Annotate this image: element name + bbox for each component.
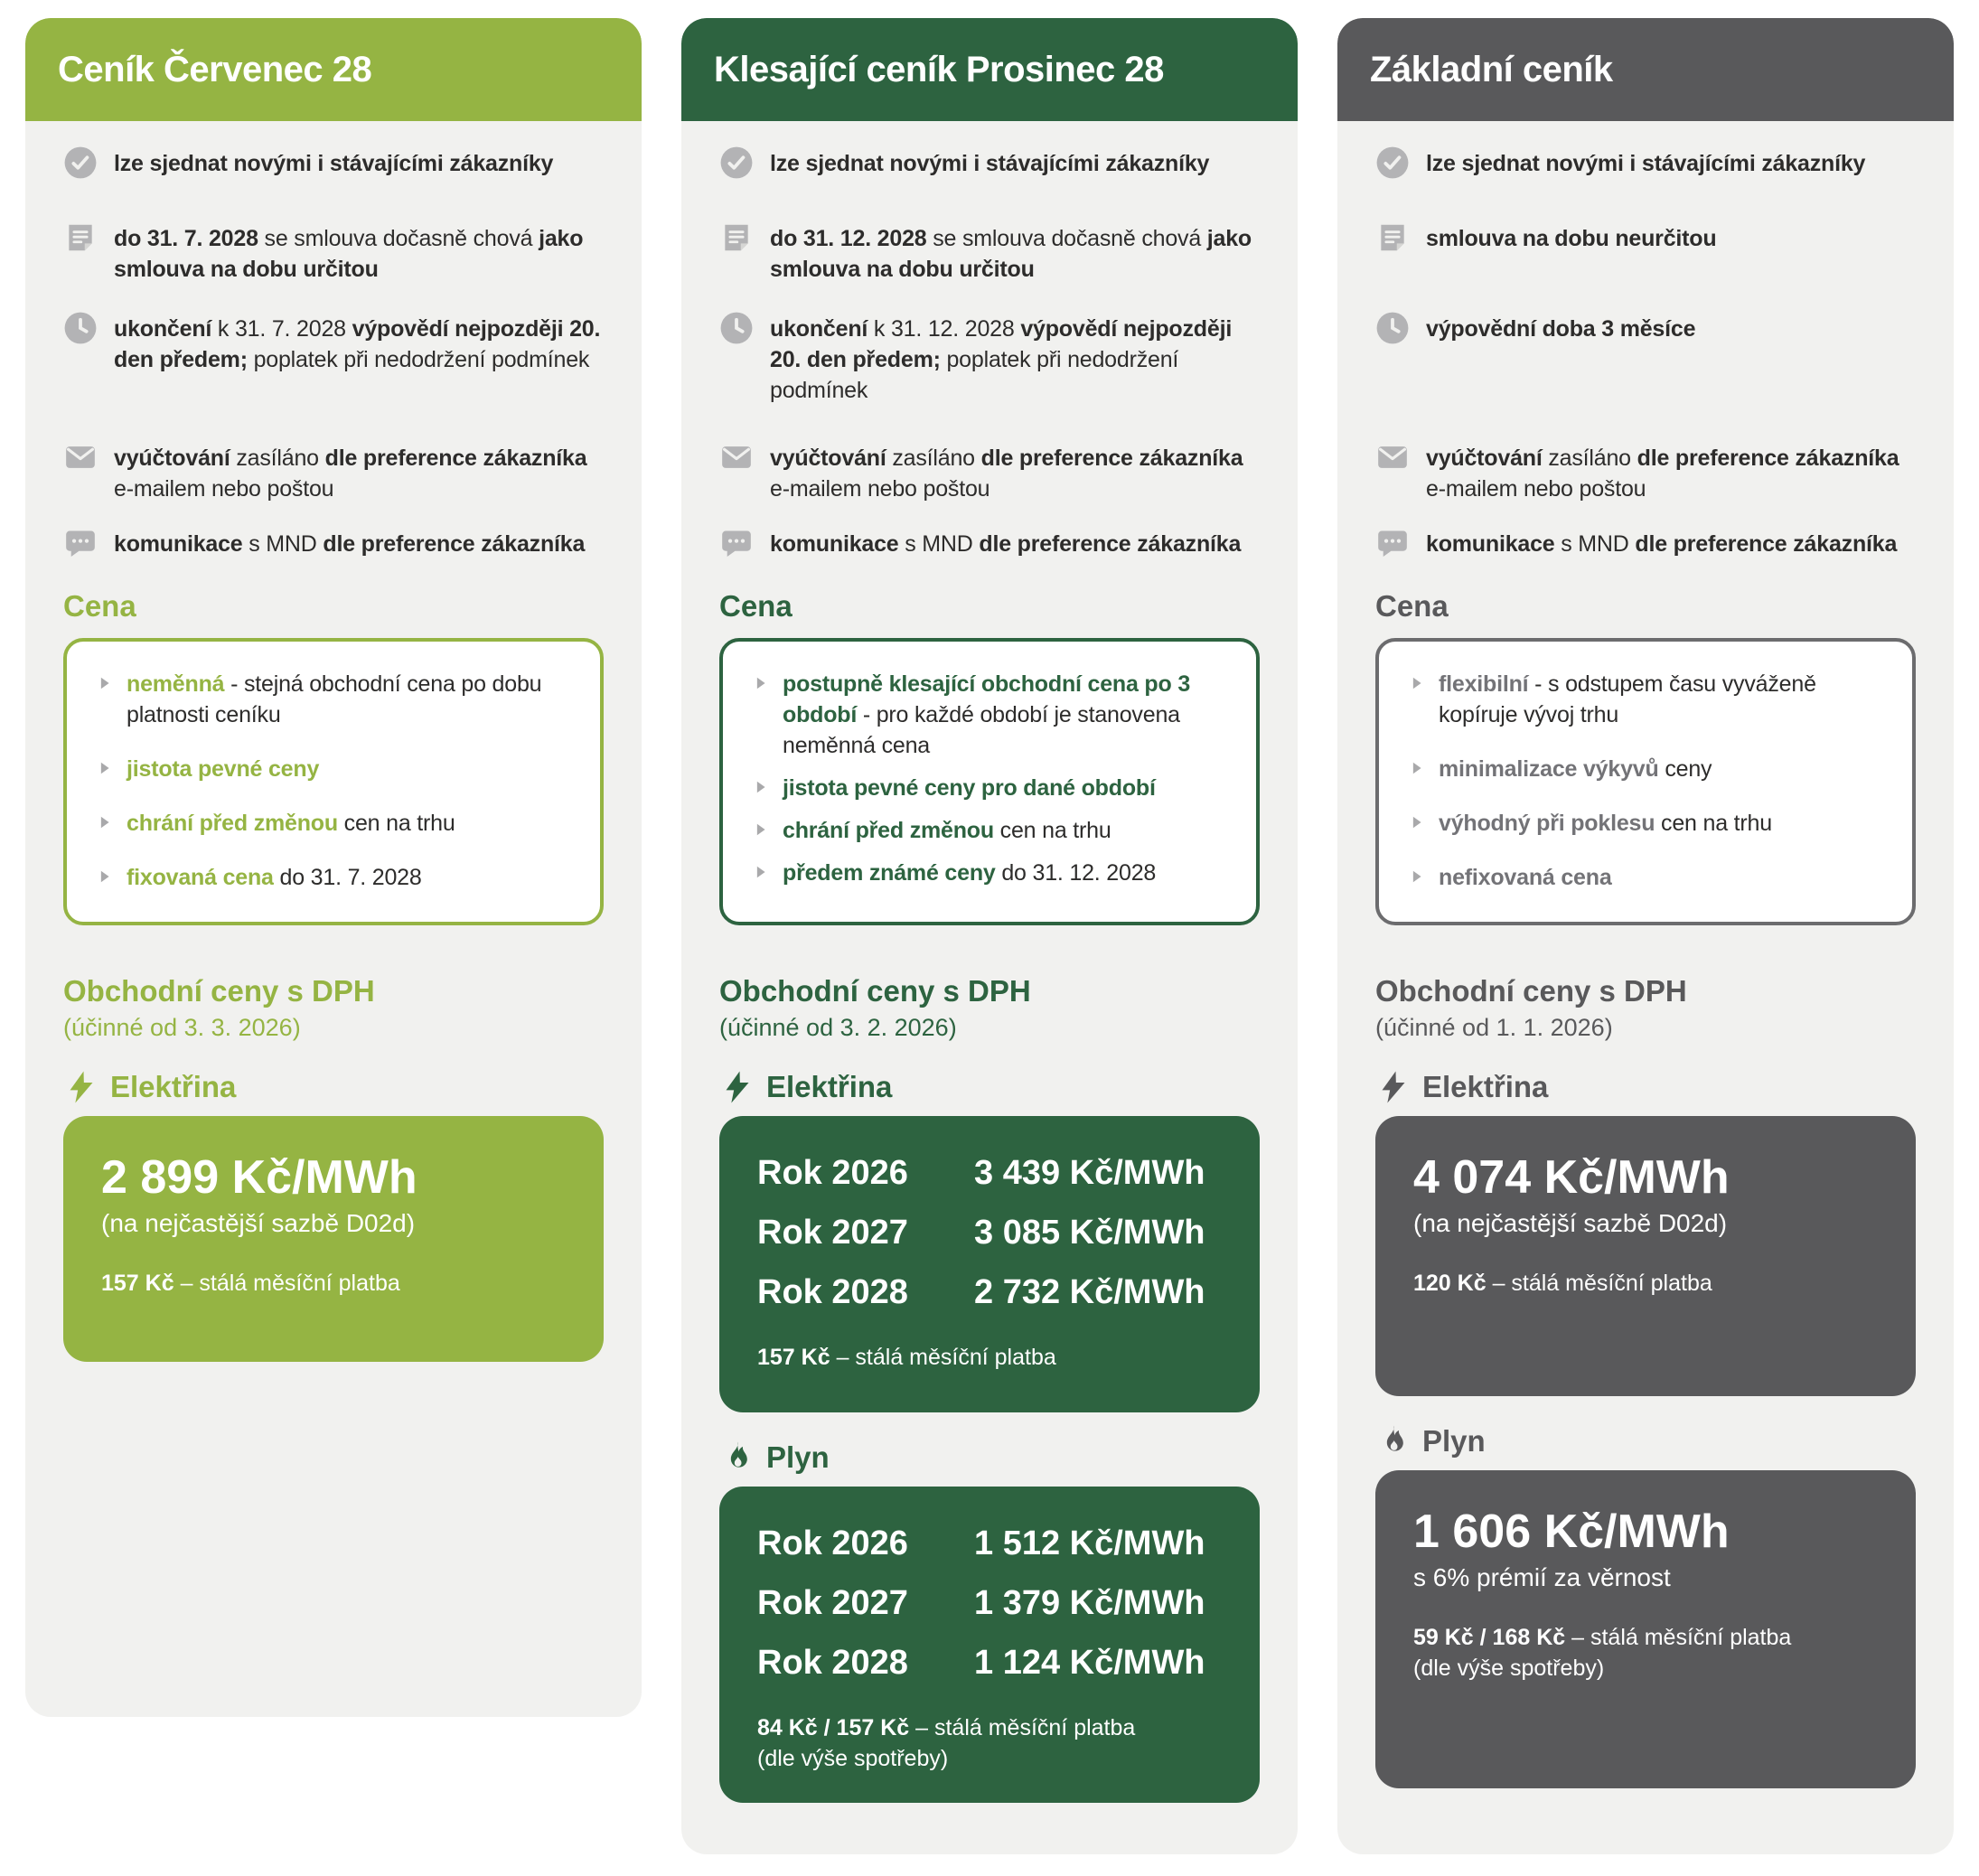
triangle-bullet-icon [96,813,114,831]
feature-item [719,223,1260,314]
feature-item [63,148,604,223]
text-segment: – stálá měsíční platba [909,1715,1136,1740]
price-box [1375,1470,1916,1788]
pricing-card [681,18,1298,1854]
feature-text [770,148,1209,179]
feature-text [114,443,604,504]
text-segment: nefixovaná cena [1439,865,1612,890]
cena-heading: Cena [1375,589,1449,623]
cena-item-list [752,669,1227,888]
text-segment: do 31. 12. 2028 [770,226,927,251]
feature-item [1375,148,1916,223]
feature-text [114,148,553,179]
document-icon [719,220,754,255]
feature-text [770,529,1241,559]
feature-item [1375,314,1916,443]
text-segment: výpovědí nejpozději 20. den předem; [770,316,1233,372]
feature-item [719,148,1260,223]
text-segment: do 31. 7. 2028 [114,226,258,251]
energy-section [719,1069,1260,1412]
cena-box [63,638,604,925]
feature-item [63,223,604,314]
cena-item-text [127,808,455,839]
text-segment: s MND [242,531,324,557]
triangle-bullet-icon [752,863,770,881]
text-segment: ceny [1658,756,1712,782]
triangle-bullet-icon [1408,674,1426,692]
feature-text [770,443,1260,504]
text-segment: minimalizace výkyvů [1439,756,1659,782]
cena-item [96,754,571,784]
envelope-icon [1375,440,1410,474]
text-segment: do 31. 7. 2028 [273,865,422,890]
price-note: (na nejčastější sazbě D02d) [101,1209,416,1237]
text-segment: 84 Kč / 157 Kč [757,1715,910,1740]
feature-item [719,529,1260,560]
text-segment: e-mailem nebo poštou [114,476,334,502]
monthly-fee [1413,1622,1878,1653]
clock-icon [1375,311,1410,345]
feature-text [1426,148,1865,179]
card-header [1337,18,1954,121]
cena-heading: Cena [719,589,793,623]
pricing-section [63,974,604,1362]
energy-section [1375,1423,1916,1788]
pricing-card [1337,18,1954,1854]
card-body [1337,121,1954,1788]
price-value: 4 074 Kč/MWh [1413,1151,1730,1204]
flame-icon [1375,1423,1412,1459]
energy-name: Elektřina [110,1070,237,1103]
text-segment: jistota pevné ceny pro dané období [783,775,1156,801]
cena-item-text [1439,754,1712,784]
lightning-icon [1375,1069,1412,1105]
text-segment: 59 Kč / 168 Kč [1413,1625,1566,1650]
feature-text [1426,443,1916,504]
card-header [25,18,642,121]
text-segment: dle preference zákazníka [1635,531,1898,557]
pricing-effective-date: (účinné od 3. 2. 2026) [719,1014,957,1041]
lightning-icon [63,1069,99,1105]
text-segment: zasíláno [886,446,981,471]
check-circle-icon [719,145,754,180]
text-segment: k 31. 12. 2028 [868,316,1021,342]
year-label: Rok 2028 [757,1644,908,1682]
cena-item [96,669,571,730]
text-segment: chrání před změnou [783,818,994,843]
yearly-price-row [757,1640,1222,1685]
cena-item-text [783,669,1227,761]
text-segment: 157 Kč [757,1345,830,1370]
text-segment: komunikace [1426,531,1555,557]
text-segment: výpovědní doba 3 měsíce [1426,316,1696,342]
text-segment: neměnná [127,671,225,697]
pricing-heading: Obchodní ceny s DPH [1375,974,1687,1008]
text-segment: komunikace [770,531,899,557]
triangle-bullet-icon [96,674,114,692]
pricing-card [25,18,642,1717]
card-title: Základní ceník [1370,49,1613,89]
yearly-price-row [757,1150,1222,1196]
text-segment: vyúčtování [1426,446,1543,471]
text-segment: zasíláno [230,446,325,471]
envelope-icon [719,440,754,474]
cena-item [1408,862,1883,893]
feature-item [1375,443,1916,529]
pricing-section [1375,974,1916,1788]
cena-item [1408,808,1883,839]
cena-item [752,858,1227,888]
yearly-price-row [757,1521,1222,1566]
yearly-price-table [757,1521,1222,1685]
text-segment: - pro každé období je stanovena neměnná cena [783,702,1180,758]
feature-list [719,148,1260,560]
price-value: 1 512 Kč/MWh [974,1524,1205,1562]
energy-label [719,1069,1260,1105]
text-segment: ukončení [114,316,212,342]
text-segment: 120 Kč [1413,1271,1487,1296]
text-segment: dle preference zákazníka [979,531,1242,557]
text-segment: dle preference zákazníka [324,446,587,471]
yearly-price-row [757,1581,1222,1626]
cena-item [1408,669,1883,730]
price-box [1375,1116,1916,1396]
cena-item [752,815,1227,846]
text-segment: cen na trhu [337,811,455,836]
feature-list [63,148,604,560]
text-segment: dle preference zákazníka [980,446,1243,471]
chat-icon [719,526,754,560]
text-segment: flexibilní [1439,671,1529,697]
text-segment: - stejná obchodní cena po dobu platnosti ceníku [127,671,542,727]
text-segment: - s odstupem času vyváženě kopíruje vývoj trhu [1439,671,1816,727]
energy-sections [1375,1069,1916,1788]
yearly-price-row [757,1270,1222,1315]
price-value: 1 606 Kč/MWh [1413,1505,1730,1558]
text-segment: komunikace [114,531,243,557]
envelope-icon [63,440,98,474]
cena-item-text [783,858,1156,888]
monthly-fee [101,1268,566,1299]
feature-item [1375,529,1916,560]
price-note: (na nejčastější sazbě D02d) [1413,1209,1728,1237]
feature-item [63,314,604,443]
cena-box [1375,638,1916,925]
text-segment: postupně klesající obchodní cena po 3 období [783,671,1191,727]
year-label: Rok 2027 [757,1214,908,1252]
cena-item-list [96,669,571,893]
card-header [681,18,1298,121]
year-label: Rok 2026 [757,1154,908,1192]
cena-item-text [1439,808,1772,839]
lightning-icon [719,1069,755,1105]
triangle-bullet-icon [752,778,770,796]
text-segment: vyúčtování [770,446,886,471]
text-segment: – stálá měsíční platba [1486,1271,1712,1296]
cena-item-text [127,669,571,730]
text-segment: ukončení [770,316,868,342]
cena-box [719,638,1260,925]
pricing-heading: Obchodní ceny s DPH [719,974,1031,1008]
text-segment: výhodný při poklesu [1439,811,1655,836]
clock-icon [63,311,98,345]
price-value: 3 085 Kč/MWh [974,1214,1205,1252]
text-segment: se smlouva dočasně chová [258,226,539,251]
text-segment: – stálá měsíční platba [174,1271,400,1296]
cena-item-list [1408,669,1883,893]
cena-heading: Cena [63,589,136,623]
monthly-fee [757,1712,1222,1743]
energy-name: Plyn [1422,1424,1486,1458]
text-segment: výpovědí nejpozději 20. den předem; [114,316,601,372]
triangle-bullet-icon [752,674,770,692]
text-segment: předem známé ceny [783,860,996,886]
feature-list [1375,148,1916,560]
price-box [719,1116,1260,1412]
feature-text [114,529,585,559]
monthly-fee-note: (dle výše spotřeby) [757,1746,949,1771]
feature-item [719,443,1260,529]
text-segment: dle preference zákazníka [323,531,586,557]
card-body [25,121,642,1362]
feature-text [770,314,1260,406]
pricing-section [719,974,1260,1803]
cena-item-text [783,815,1111,846]
text-segment: lze sjednat novými i stávajícími zákazníky [770,151,1210,176]
year-label: Rok 2026 [757,1524,908,1562]
text-segment: – stálá měsíční platba [830,1345,1056,1370]
energy-label [719,1440,1260,1476]
triangle-bullet-icon [752,821,770,839]
price-value: 2 899 Kč/MWh [101,1151,417,1204]
text-segment: dle preference zákazníka [1637,446,1899,471]
feature-text [770,223,1260,285]
price-note: s 6% prémií za věrnost [1413,1563,1671,1591]
card-title: Klesající ceník Prosinec 28 [714,49,1164,89]
chat-icon [1375,526,1410,560]
text-segment: jako smlouva na dobu určitou [114,226,584,282]
energy-label [63,1069,604,1105]
triangle-bullet-icon [1408,813,1426,831]
cena-item-text [127,862,422,893]
energy-label [1375,1423,1916,1459]
yearly-price-row [757,1210,1222,1255]
text-segment: zasíláno [1542,446,1637,471]
text-segment: lze sjednat novými i stávajícími zákazníky [1426,151,1866,176]
text-segment: lze sjednat novými i stávajícími zákazníky [114,151,554,176]
feature-text [1426,314,1695,344]
flame-icon [719,1440,755,1476]
price-value: 1 379 Kč/MWh [974,1584,1205,1622]
cena-item [96,862,571,893]
cena-item [96,808,571,839]
monthly-fee-note: (dle výše spotřeby) [1413,1656,1605,1681]
energy-section [1375,1069,1916,1396]
text-segment: e-mailem nebo poštou [770,476,990,502]
feature-text [114,314,604,375]
pricing-effective-date: (účinné od 1. 1. 2026) [1375,1014,1613,1041]
check-circle-icon [1375,145,1410,180]
text-segment: poplatek při nedodržení podmínek [770,347,1179,403]
price-box [719,1487,1260,1803]
energy-name: Elektřina [766,1070,893,1103]
energy-name: Plyn [766,1440,830,1474]
feature-text [1426,223,1716,254]
text-segment: cen na trhu [1655,811,1772,836]
text-segment: s MND [898,531,980,557]
energy-sections [719,1069,1260,1803]
pricing-effective-date: (účinné od 3. 3. 2026) [63,1014,301,1041]
document-icon [63,220,98,255]
monthly-fee [1413,1268,1878,1299]
text-segment: chrání před změnou [127,811,338,836]
triangle-bullet-icon [96,868,114,886]
monthly-fee [757,1342,1222,1373]
text-segment: e-mailem nebo poštou [1426,476,1646,502]
text-segment: s MND [1554,531,1636,557]
feature-text [1426,529,1897,559]
chat-icon [63,526,98,560]
cena-item-text [1439,669,1883,730]
text-segment: jako smlouva na dobu určitou [770,226,1252,282]
energy-name: Elektřina [1422,1070,1549,1103]
year-label: Rok 2027 [757,1584,908,1622]
text-segment: poplatek při nedodržení podmínek [247,347,590,372]
text-segment: cen na trhu [993,818,1111,843]
year-label: Rok 2028 [757,1273,908,1311]
price-box [63,1116,604,1362]
price-value: 2 732 Kč/MWh [974,1273,1205,1311]
cena-item-text [783,773,1156,803]
text-segment: smlouva na dobu neurčitou [1426,226,1717,251]
text-segment: jistota pevné ceny [127,756,320,782]
triangle-bullet-icon [96,759,114,777]
cena-item [1408,754,1883,784]
price-value: 3 439 Kč/MWh [974,1154,1205,1192]
energy-label [1375,1069,1916,1105]
cena-item [752,669,1227,761]
card-body [681,121,1298,1803]
cena-item-text [127,754,319,784]
triangle-bullet-icon [1408,759,1426,777]
feature-item [719,314,1260,443]
feature-item [1375,223,1916,314]
yearly-price-table [757,1150,1222,1315]
text-segment: vyúčtování [114,446,230,471]
text-segment: – stálá měsíční platba [1565,1625,1792,1650]
text-segment: do 31. 12. 2028 [995,860,1157,886]
cena-item-text [1439,862,1612,893]
price-value: 1 124 Kč/MWh [974,1644,1205,1682]
energy-sections [63,1069,604,1362]
card-title: Ceník Červenec 28 [58,49,372,89]
pricing-heading: Obchodní ceny s DPH [63,974,375,1008]
text-segment: 157 Kč [101,1271,174,1296]
energy-section [719,1440,1260,1803]
feature-item [63,529,604,560]
energy-section [63,1069,604,1362]
feature-text [114,223,604,285]
text-segment: se smlouva dočasně chová [926,226,1207,251]
text-segment: k 31. 7. 2028 [211,316,352,342]
triangle-bullet-icon [1408,868,1426,886]
clock-icon [719,311,754,345]
text-segment: fixovaná cena [127,865,274,890]
document-icon [1375,220,1410,255]
cena-item [752,773,1227,803]
feature-item [63,443,604,529]
check-circle-icon [63,145,98,180]
